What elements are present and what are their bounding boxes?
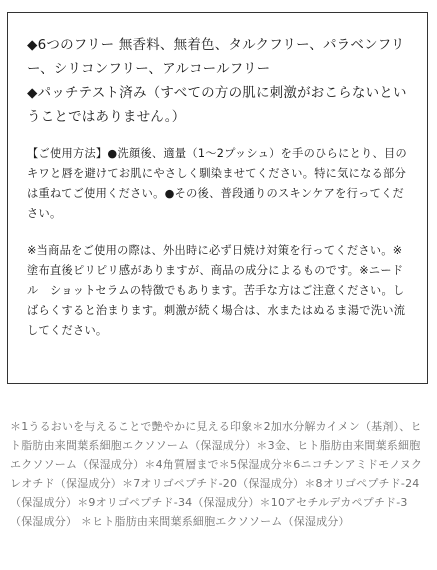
usage-precautions: ※当商品をご使用の際は、外出時に必ず日焼け対策を行ってください。※塗布直後ピリピリ感がありますが、商品の成分によるものです。※ニードル ショットセラムの特徴でもあります。苦手な方はご注意ください。しばらくすると治まります。刺激が続く場合は、水またはぬるま湯で洗い流してください。 — [27, 244, 406, 337]
product-info-box — [7, 12, 428, 384]
feature-patch-test: ◆パッチテスト済み（すべての方の肌に刺激がおこらないということではありません。） — [27, 85, 407, 125]
ingredient-footnote: ＊1うるおいを与えることで艶やかに見える印象＊2加水分解カイメン（基剤）、ヒト脂肪由来間葉系細胞エクソソーム（保湿成分）＊3金、ヒト脂肪由来間葉系細胞エクソソーム（保湿成分）＊4角質層まで＊5保湿成分＊6ニコチンアミドモノヌクレオチド（保湿成分）＊7オリゴペプチド-20（保湿成分）＊8オリゴペプチド-24（保湿成分）＊9オリゴペプチド-34（保湿成分）＊10アセチルデカペプチド-3（保湿成分） ＊ヒト脂肪由来間葉系細胞エクソソーム（保湿成分） — [10, 420, 423, 528]
usage-instructions: 【ご使用方法】●洗顔後、適量（1〜2プッシュ）を手のひらにとり、目のキワと唇を避けてお肌にやさしく馴染ませてください。特に気になる部分は重ねてご使用ください。●その後、普段通りのスキンケアを行ってください。 — [27, 147, 408, 220]
feature-six-free: ◆6つのフリー 無香料、無着色、タルクフリー、パラベンフリー、シリコンフリー、アルコールフリー — [27, 37, 405, 77]
product-info-content — [27, 33, 413, 341]
